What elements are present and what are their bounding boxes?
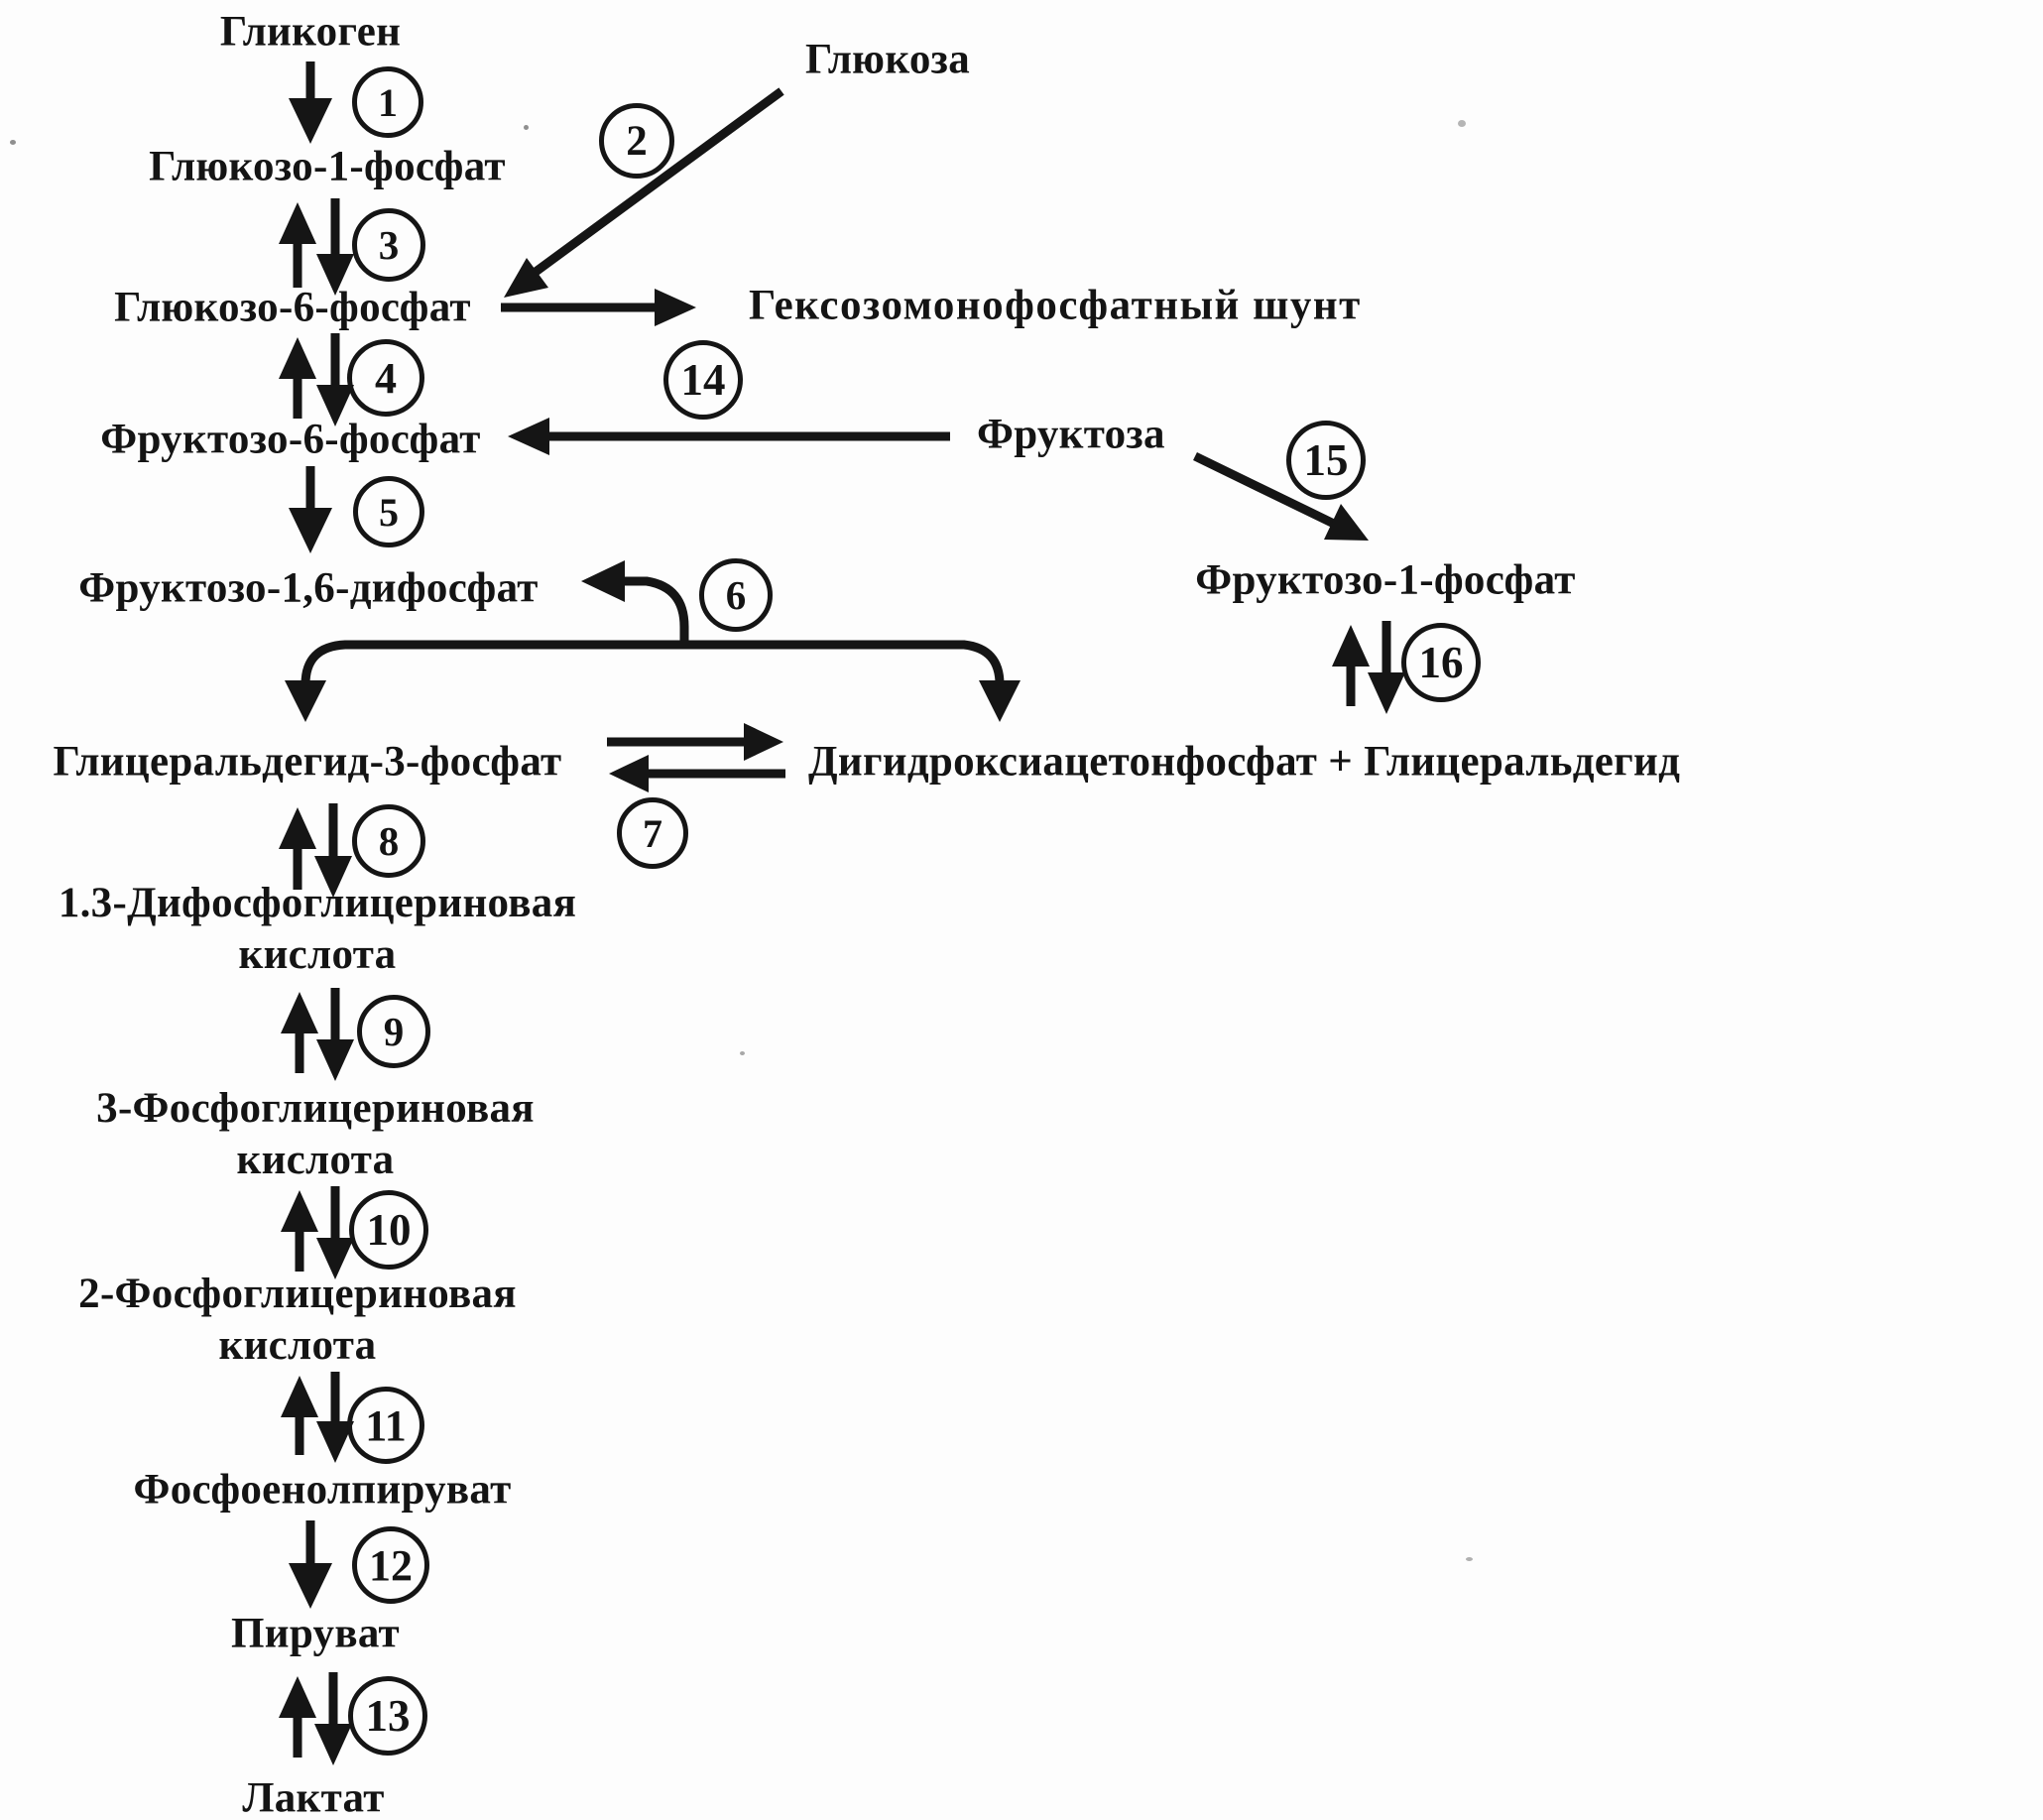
enzyme-circle-13: 13 (348, 1676, 427, 1756)
node-2-phosphoglyceric-acid (78, 1269, 517, 1372)
node-glucose: Глюкоза (804, 36, 971, 83)
distributor-fructose-1-6-diphosphate-to-trioses (285, 645, 1021, 722)
scan-speck (524, 125, 529, 130)
arrow-glycogen-to-glucose-1-phosphate (289, 61, 332, 144)
node-glucose-6-phosphate: Глюкозо-6-фосфат (114, 284, 471, 331)
node-hexose-monophosphate-shunt: Гексозомонофосфатный шунт (749, 282, 1362, 329)
node-phosphoenolpyruvate: Фосфоенолпируват (133, 1466, 512, 1514)
enzyme-circle-16: 16 (1401, 623, 1481, 702)
enzyme-circle-1: 1 (352, 66, 423, 138)
enzyme-circle-9: 9 (357, 995, 430, 1068)
arrows-1-3-diphosphoglyceric-3-phosphoglyceric (281, 988, 354, 1081)
arrow-head (289, 508, 332, 553)
arrow-dhap-to-glyceraldehyde-3-phosphate (609, 755, 785, 792)
node-3-phosphoglyceric-acid-line1: 3-Фосфоглицериновая (96, 1085, 535, 1132)
arrow-head (281, 992, 318, 1033)
node-3-phosphoglyceric-acid (96, 1083, 535, 1186)
node-pyruvate: Пируват (231, 1610, 400, 1657)
arrow-glucose-6-phosphate-to-hexose-shunt (501, 289, 696, 326)
arrow-return-to-fructose-1-6-diphosphate (581, 560, 684, 641)
arrow-head (744, 723, 783, 761)
arrows-3-phosphoglyceric-2-phosphoglyceric (281, 1186, 354, 1279)
scan-speck (1466, 1557, 1473, 1561)
arrow-head (655, 289, 696, 326)
arrow-fructose-to-fructose-6-phosphate (508, 418, 950, 455)
arrow-head (314, 1724, 352, 1765)
node-fructose-1-phosphate: Фруктозо-1-фосфат (1195, 556, 1576, 604)
node-fructose-1-6-diphosphate: Фруктозо-1,6-дифосфат (78, 564, 539, 612)
enzyme-circle-5: 5 (353, 476, 424, 547)
arrow-head-left (285, 680, 326, 722)
node-dihydroxyacetone-phosphate-plus-glyceraldehyde: Дигидроксиацетонфосфат + Глицеральдегид (808, 738, 1681, 786)
arrows-glucose-1-phosphate-glucose-6-phosphate (279, 198, 354, 296)
enzyme-circle-11: 11 (347, 1387, 424, 1464)
arrow-head (281, 1190, 318, 1232)
node-1-3-diphosphoglyceric-acid (59, 878, 576, 981)
node-glucose-1-phosphate: Глюкозо-1-фосфат (149, 143, 506, 190)
enzyme-circle-7: 7 (617, 797, 688, 869)
scan-speck (1458, 120, 1466, 127)
node-1-3-diphosphoglyceric-acid-line1: 1.3-Дифосфоглицериновая (58, 880, 577, 926)
arrow-head (289, 1563, 332, 1609)
node-fructose: Фруктоза (977, 411, 1165, 458)
enzyme-circle-6: 6 (699, 558, 773, 632)
enzyme-circle-2: 2 (599, 103, 674, 179)
enzyme-circle-15: 15 (1286, 421, 1366, 500)
arrows-pyruvate-lactate (279, 1672, 352, 1765)
arrows-2-phosphoglyceric-phosphoenolpyruvate (281, 1372, 354, 1463)
arrow-glyceraldehyde-3-phosphate-to-dhap (607, 723, 783, 761)
node-fructose-6-phosphate: Фруктозо-6-фосфат (100, 416, 481, 463)
node-2-phosphoglyceric-acid-line2: кислота (218, 1322, 377, 1369)
distributor-line (305, 645, 1000, 700)
arrow-head (279, 1676, 316, 1718)
node-3-phosphoglyceric-acid-line2: кислота (236, 1137, 395, 1183)
arrow-head (289, 98, 332, 144)
arrow-head-right (979, 680, 1021, 722)
arrow-head (279, 807, 316, 849)
scan-speck (10, 140, 16, 145)
scan-speck (740, 1051, 745, 1055)
node-lactate: Лактат (242, 1774, 385, 1820)
enzyme-circle-8: 8 (352, 804, 425, 878)
arrow-head (316, 1039, 354, 1081)
arrows-glucose-6-phosphate-fructose-6-phosphate (279, 333, 354, 426)
arrow-head (1368, 672, 1405, 714)
arrow-head (279, 202, 316, 244)
arrow-fructose-6-phosphate-to-fructose-1-6-diphosphate (289, 466, 332, 553)
node-glyceraldehyde-3-phosphate: Глицеральдегид-3-фосфат (53, 738, 562, 786)
enzyme-circle-4: 4 (347, 339, 424, 417)
arrow-head (508, 418, 549, 455)
arrow-head (281, 1376, 318, 1417)
arrow-head (609, 755, 649, 792)
arrow-head (1332, 625, 1370, 667)
arrow-head (581, 560, 625, 602)
enzyme-circle-10: 10 (349, 1190, 428, 1270)
enzyme-circle-12: 12 (352, 1526, 429, 1604)
node-glycogen: Гликоген (219, 8, 402, 56)
node-1-3-diphosphoglyceric-acid-line2: кислота (238, 931, 397, 978)
arrows-fructose-1-phosphate-trioses (1332, 621, 1405, 714)
enzyme-circle-14: 14 (663, 340, 743, 420)
arrow-phosphoenolpyruvate-to-pyruvate (289, 1520, 332, 1609)
enzyme-circle-3: 3 (352, 208, 425, 282)
node-2-phosphoglyceric-acid-line1: 2-Фосфоглицериновая (78, 1271, 517, 1317)
arrow-head (279, 337, 316, 379)
